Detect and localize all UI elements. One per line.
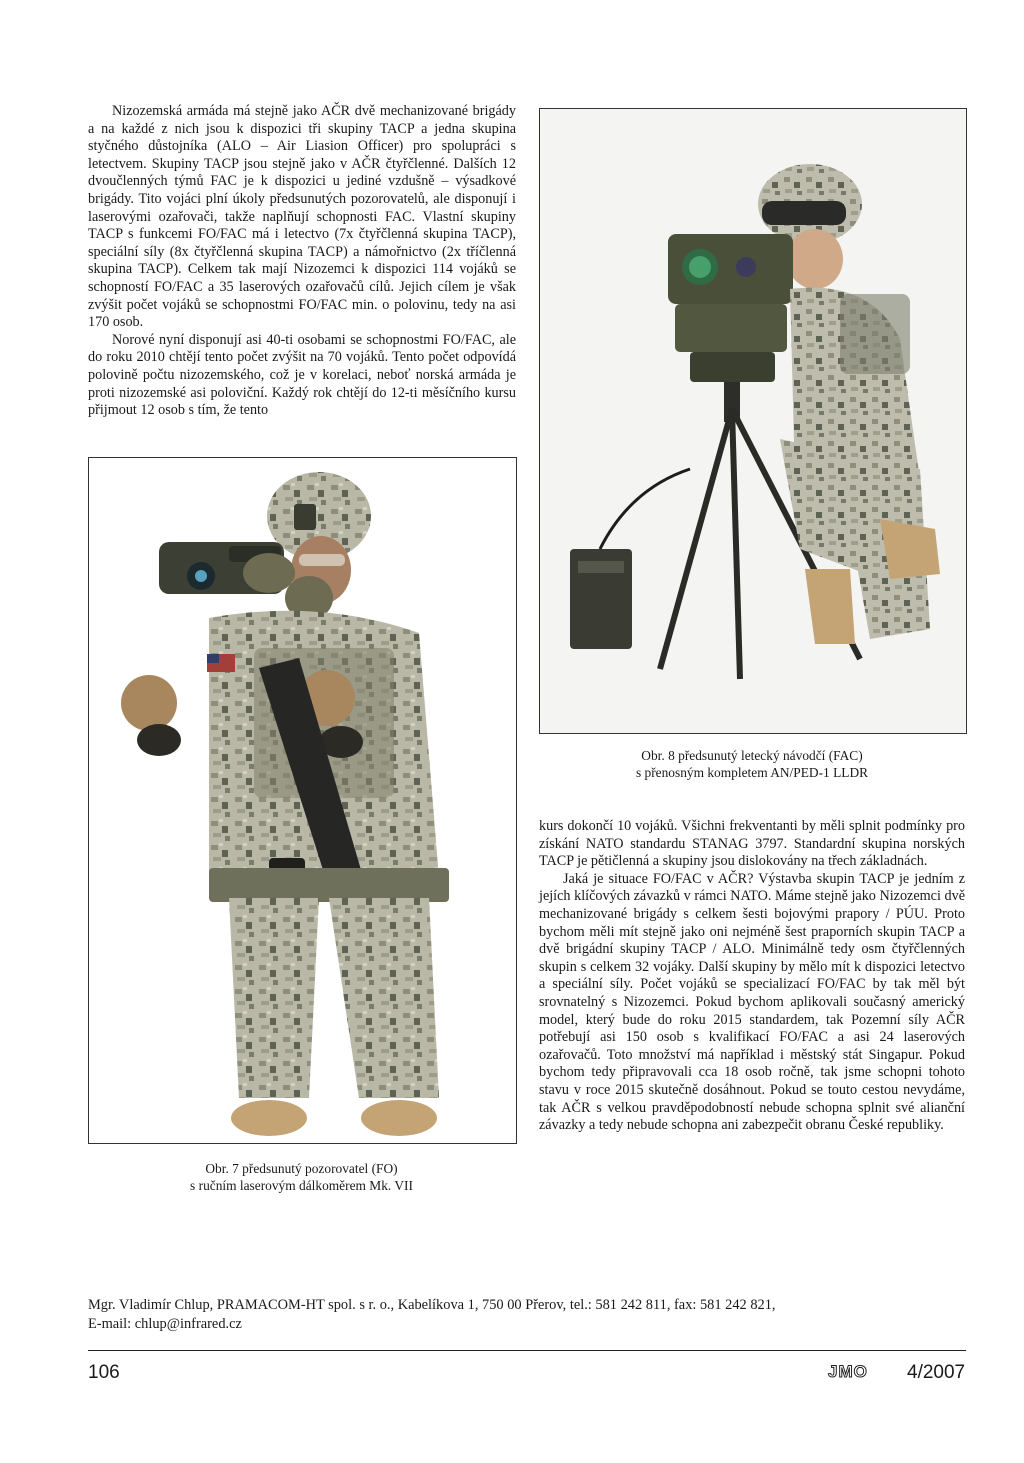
figure-8-caption (539, 748, 965, 781)
figure-8-photo (539, 108, 967, 734)
paragraph: kurs dokončí 10 vojáků. Všichni frekventanti by měli splnit podmínky pro získání NATO standardu STANAG 3797. Standardní skupina norských TACP je pětičlenná a skupiny jsou dislokovány na třech základnách. (539, 818, 965, 870)
figure-7-caption (88, 1161, 515, 1194)
caption-line: Obr. 8 předsunutý letecký návodčí (FAC) (641, 748, 863, 763)
article-text-right (539, 818, 965, 1135)
author-contact (88, 1296, 968, 1334)
journal-logo: JMO (828, 1362, 868, 1381)
soldier-binoculars-illustration (89, 458, 516, 1143)
page-number: 106 (88, 1362, 120, 1383)
figure-7-photo (88, 457, 517, 1144)
paragraph: Nizozemská armáda má stejně jako AČR dvě mechanizované brigády a na každé z nich jsou k dispozici tři skupiny TACP a jedna skupina styčného důstojníka (ALO – Air Liasion Officer) pro spolupráci s letectvem. Skupiny TACP jsou stejně jako v AČR čtyřčlenné. Dalších 12 dvoučlenných týmů FAC je k dispozici u jediné vzdušně – výsadkové brigády. Tito vojáci plní úkoly předsunutých pozorovatelů, ale disponují i laserovými ozařovači, takže naplňují schopnosti FAC. Vlastní skupiny TACP s funkcemi FO/FAC má i letectvo (7x čtyřčlenná skupina TACP), speciální síly (8x čtyřčlenná skupina TACP) a námořnictvo (2x tříčlenná skupina TACP). Celkem tak mají Nizozemci k dispozici 114 vojáků se schopností FO/FAC a 35 laserových ozařovačů cílů. Jejich cílem je však zvýšit počet vojáků se schopnostmi FO/FAC min. o polovinu, tedy na asi 170 osob. (88, 103, 516, 331)
caption-line: Obr. 7 předsunutý pozorovatel (FO) (205, 1161, 398, 1176)
author-email: E-mail: chlup@infrared.cz (88, 1316, 242, 1332)
footer-divider (88, 1350, 966, 1351)
caption-line: s přenosným kompletem AN/PED-1 LLDR (635, 764, 869, 780)
soldier-lldr-illustration (540, 109, 966, 733)
author-address: Mgr. Vladimír Chlup, PRAMACOM-HT spol. s r. o., Kabelíkova 1, 750 00 Přerov, tel.: 581 242 811, fax: 581 242 821, (88, 1297, 776, 1313)
article-text-left (88, 103, 516, 420)
caption-line: s ručním laserovým dálkoměrem Mk. VII (190, 1177, 413, 1193)
paragraph: Jaká je situace FO/FAC v AČR? Výstavba skupin TACP je jedním z jejích klíčových závazků v rámci NATO. Máme stejně jako Nizozemci dvě mechanizované brigády s celkem šesti bojovými prapory / PÚU. Proto bychom měli mít stejně jako oni nejméně šest praporních skupin TACP a dvě brigádní skupiny TACP / ALO. Minimálně tedy osm čtyřčlenných skupin s celkem 32 vojáky. Další skupiny by mělo mít k dispozici letectvo a speciální síly. Počet vojáků se specializací FO/FAC by tak měl být srovnatelný s Nizozemci. Pokud bychom aplikovali současný americký model, který bude do roku 2015 standardem, tak Pozemní síly AČR potřebují asi 150 osob s kvalifikací FO/FAC a asi 24 laserových ozařovačů. Toto množství má například i městský stát Singapur. Pokud bychom tedy připravovali cca 18 osob ročně, tak jsme schopni tohoto stavu v roce 2015 skutečně dosáhnout. Pokud se touto cestou nevydáme, tak AČR s velkou pravděpodobností nebude schopna splnit své alianční závazky a tedy nebude schopna ani zabezpečit obranu České republiky. (539, 870, 965, 1134)
issue-number: 4/2007 (907, 1362, 966, 1383)
paragraph: Norové nyní disponují asi 40-ti osobami se schopnostmi FO/FAC, ale do roku 2010 chtějí tento počet zvýšit na 70 vojáků. Tento počet odpovídá polovině počtu nizozemského, což je v korelaci, neboť norská armáda je proti nizozemské asi poloviční. Každý rok chtějí do 12-ti měsíčního kursu přijmout 12 osob s tím, že tento (88, 331, 516, 419)
